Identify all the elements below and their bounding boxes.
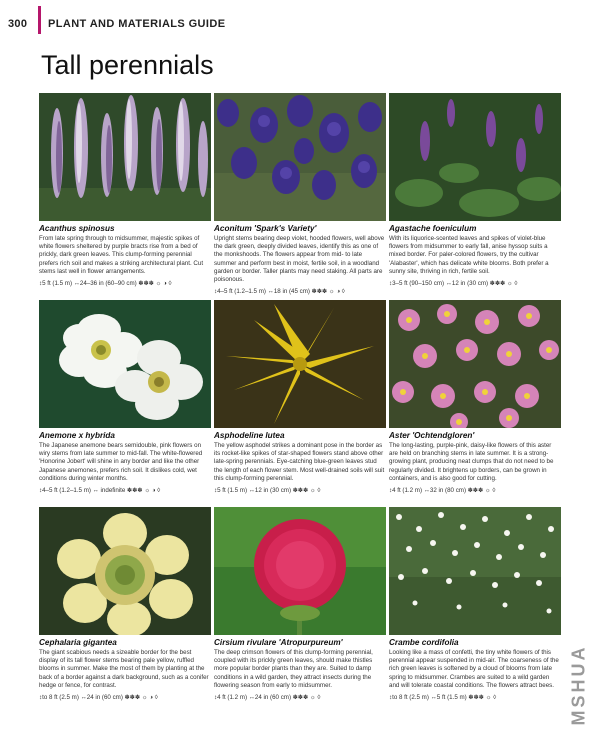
plant-specs: ↕5 ft (1.5 m) ↔24–36 in (60–90 cm) ✽✽✽ ☼ ◑ ◊ (39, 280, 172, 288)
photo-cirsium (214, 507, 386, 635)
plant-description: Upright stems bearing deep violet, hooded flowers, well above the dark green, deeply divided leaves, identify this as one of the monkshoods. The flowers appear from mid- to late summer and perform best in moist, fertile soil, in a woodland garden or border. Taller plants may need staking. All parts are poisonous. (214, 235, 385, 284)
plant-specs: ↕5 ft (1.5 m) ↔12 in (30 cm) ✽✽✽ ☼ ◊ (214, 487, 321, 495)
plant-description: From late spring through to midsummer, majestic spikes of white flowers sheltered by purple bracts rise from a bed of prickly, dark green leaves. This clump-forming perennial prefers rich soil and makes a striking architectural plant. Cut stems last well in flower arrangements. (39, 235, 204, 275)
plant-name: Asphodeline lutea (214, 431, 285, 440)
plant-name: Cirsium rivulare 'Atropurpureum' (214, 638, 343, 647)
plant-card-aconitum (214, 93, 386, 296)
plant-description: With its liquorice-scented leaves and spikes of violet-blue flowers from midsummer to early fall, anise hyssop suits a mixed border. For paler-colored flowers, try the cultivar 'Alabaster', which has delicate white blooms. Both prefer a sunny site, thriving in rich, fertile soil. (389, 235, 549, 275)
plant-card-cirsium (214, 507, 386, 702)
photo-agastache (389, 93, 561, 221)
plant-name: Acanthus spinosus (39, 224, 115, 233)
page-title: Tall perennials (41, 50, 214, 80)
plant-card-anemone (39, 300, 211, 495)
plant-specs: ↕3–5 ft (90–150 cm) ↔12 in (30 cm) ✽✽✽ ☼ ◊ (389, 280, 518, 288)
plant-specs: ↕to 8 ft (2.5 m) ↔5 ft (1.5 m) ✽✽✽ ☼ ◊ (389, 694, 497, 702)
plant-name: Cephalaria gigantea (39, 638, 117, 647)
page-header (0, 0, 600, 36)
photo-aster (389, 300, 561, 428)
plant-name: Aconitum 'Spark's Variety' (214, 224, 317, 233)
header-accent-bar (38, 6, 41, 34)
plant-description: The long-lasting, purple-pink, daisy-like flowers of this aster are held on branching stems in late summer. It is a strong-growing plant, producing neat clumps that do not need to be regularly divided. It brightens up borders, can be grown in containers, and is also good for cutting. (389, 442, 554, 482)
photo-anemone (39, 300, 211, 428)
plant-description: The deep crimson flowers of this clump-forming perennial, coupled with its prickly green leaves, should make thistles more popular border plants than they are. Suited to damp conditions in a wild garden, they attract insects during the flowering season from early to midsummer. (214, 649, 373, 689)
plant-description: The Japanese anemone bears semidouble, pink flowers on wiry stems from late summer to mid-fall. The white-flowered 'Honorine Jobert' will shine in any border and like the other Japanese anemones, prefers rich soil. It dislikes cold, wet conditions during winter months. (39, 442, 203, 482)
plant-card-asphodeline (214, 300, 386, 495)
watermark (562, 636, 596, 736)
plant-specs: ↕4–5 ft (1.2–1.5 m) ↔18 in (45 cm) ✽✽✽ ☼ ◑ ◊ (214, 288, 345, 296)
plant-specs: ↕to 8 ft (2.5 m) ↔24 in (60 cm) ✽✽✽ ☼ ◑ ◊ (39, 694, 158, 702)
page-number: 300 (8, 18, 28, 30)
section-title: PLANT AND MATERIALS GUIDE (48, 18, 226, 30)
photo-cephalaria (39, 507, 211, 635)
plant-card-crambe (389, 507, 561, 702)
photo-aconitum (214, 93, 386, 221)
photo-acanthus (39, 93, 211, 221)
photo-asphodeline (214, 300, 386, 428)
plant-name: Aster 'Ochtendgloren' (389, 431, 475, 440)
plant-specs: ↕4–5 ft (1.2–1.5 m) ↔ indefinite ✽✽✽ ☼ ◑ ◊ (39, 487, 161, 495)
plant-specs: ↕4 ft (1.2 m) ↔32 in (80 cm) ✽✽✽ ☼ ◊ (389, 487, 496, 495)
plant-description: The yellow asphodel strikes a dominant pose in the border as its rocket-like spikes of star-shaped flowers stand above other late-spring perennials. Eye-catching blue-green leaves stud the length of each flower stem. Most well-drained soils will suit this clump-forming perennial. (214, 442, 385, 482)
plant-description: Looking like a mass of confetti, the tiny white flowers of this perennial appear suspended in mid-air. The coarseness of the rich green leaves is softened by a cloud of blooms from late spring to midsummer. Crambes are suited to a wild garden and will tolerate coastal conditions. The flowers attract bees. (389, 649, 559, 689)
plant-name: Crambe cordifolia (389, 638, 459, 647)
plant-description: The giant scabious needs a sizeable border for the best display of its tall flower stems bearing pale yellow, ruffled blooms in summer. Make the most of them by planting at the back of a border against a dark background, such as a conifer hedge or fence, for contrast. (39, 649, 209, 689)
plant-card-agastache (389, 93, 561, 288)
plant-card-aster (389, 300, 561, 495)
plant-card-cephalaria (39, 507, 211, 702)
plant-name: Anemone x hybrida (39, 431, 115, 440)
plant-name: Agastache foeniculum (389, 224, 477, 233)
plant-specs: ↕4 ft (1.2 m) ↔24 in (60 cm) ✽✽✽ ☼ ◊ (214, 694, 321, 702)
plant-card-acanthus (39, 93, 211, 288)
photo-crambe (389, 507, 561, 635)
watermark-text: MSHUA (568, 644, 589, 726)
